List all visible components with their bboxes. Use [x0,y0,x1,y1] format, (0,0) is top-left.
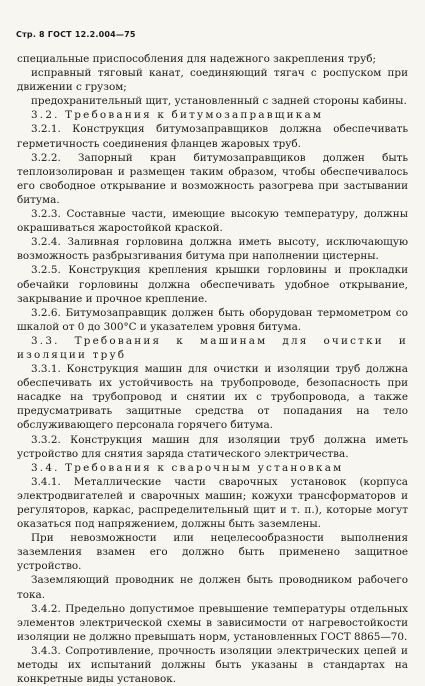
clause-paragraph: 3.3.1. Конструкция машин для очистки и изоляции труб должна обеспечивать их устойчивость на трубопроводе, безопасность при насадке на трубопровод и снятии их с трубопровода, а также предусматривать защитные средства от попадания на тело обслуживающего персонала горячего битума. [17,363,408,432]
document-body [17,52,408,686]
clause-paragraph: 3.3.2. Конструкция машин для изоляции труб должна иметь устройство для снятия заряда статического электричества. [17,433,408,460]
clause-paragraph: 3.2.5. Конструкция крепления крышки горловины и прокладки обечайки горловины должна обеспечивать удобное открывание, закрывание и прочное крепление. [17,264,408,305]
page-header: Стр. 8 ГОСТ 12.2.004—75 [16,30,136,39]
clause-paragraph: 3.2.4. Заливная горловина должна иметь высоту, исключающую возможность разбрызгивания битума при наполнении цистерны. [17,236,408,263]
clause-paragraph: 3.2.6. Битумозаправщик должен быть оборудован термометром со шкалой от 0 до 300°С и указателем уровня битума. [17,306,408,333]
section-title: 3.3. Требования к машинам для очистки и изоляции труб [17,334,408,361]
clause-paragraph: 3.2.3. Составные части, имеющие высокую температуру, должны окрашиваться жаростойкой краской. [17,208,408,235]
clause-paragraph: 3.4.3. Сопротивление, прочность изоляции электрических цепей и методы их испытаний должны быть указаны в стандартах на конкретные виды установок. [17,644,408,686]
clause-paragraph: 3.4.1. Металлические части сварочных установок (корпуса электродвигателей и сварочных машин; кожухи трансформаторов и регуляторов, каркас, распределительный щит и т. п.), которые могут оказаться под напряжением, должны быть заземлены. [17,475,408,531]
clause-paragraph: 3.2.1. Конструкция битумозаправщиков должна обеспечивать герметичность соединения фланцев жаровых труб. [17,123,408,150]
section-title: 3.4. Требования к сварочным установкам [31,461,344,474]
list-item: предохранительный щит, установленный с задней стороны кабины. [31,95,407,108]
clause-paragraph: Заземляющий проводник не должен быть проводником рабочего тока. [17,574,408,601]
section-title: 3.2. Требования к битумозаправщикам [31,109,324,122]
list-item: специальные приспособления для надежного закрепления труб; [17,53,376,65]
clause-paragraph: 3.2.2. Запорный кран битумозаправщиков должен быть теплоизолирован и размещен таким образом, чтобы обеспечивалось его свободное открывание и возможность разогрева при застывании битума. [17,151,408,206]
clause-paragraph: 3.4.2. Предельно допустимое превышение температуры отдельных элементов электрической схемы в зависимости от нагревостойкости изоляции не должно превышать норм, установленных ГОСТ 8865—70. [17,602,408,643]
list-item: исправный тяговый канат, соединяющий тягач с роспуском при движении с грузом; [17,67,408,94]
clause-paragraph: При невозможности или нецелесообразности выполнения заземления взамен его должно быть применено защитное устройство. [17,532,408,573]
